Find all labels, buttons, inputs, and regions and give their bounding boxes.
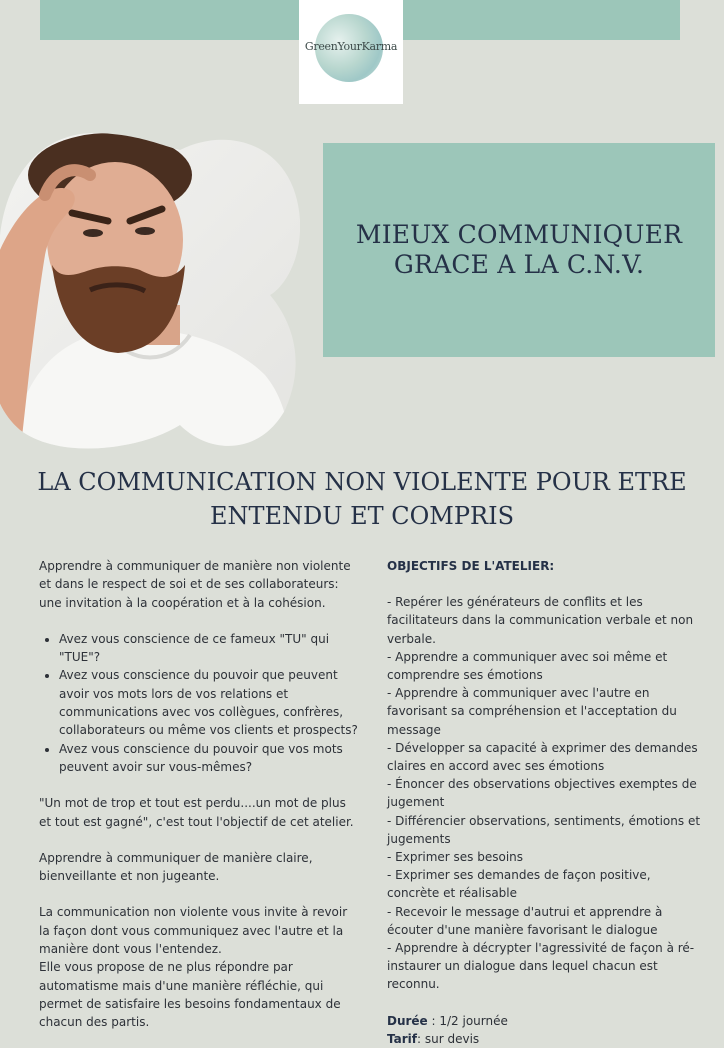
price-line [387, 1030, 703, 1048]
objective-item: - Apprendre a communiquer avec soi même et comprendre ses émotions [387, 649, 668, 683]
subtitle-line-2: ENTENDU ET COMPRIS [209, 502, 515, 530]
logo-text: GreenYourKarma [304, 40, 398, 53]
left-column [39, 557, 359, 1032]
objective-item: - Exprimer ses besoins [387, 850, 524, 865]
objective-item: - Différencier observations, sentiments, émotions et jugements [387, 813, 701, 846]
price-label: Tarif [387, 1031, 417, 1046]
clarity-paragraph: Apprendre à communiquer de manière claire, bienveillante et non jugeante. [39, 850, 313, 884]
subtitle [30, 465, 694, 533]
question-list [39, 630, 359, 776]
page-title [356, 220, 682, 280]
title-box [323, 143, 715, 357]
title-line-1: MIEUX COMMUNIQUER [355, 220, 683, 249]
duration-line [387, 1012, 703, 1030]
objective-item: - Repérer les générateurs de conflits et les facilitateurs dans la communication verbale et non verbale. [387, 595, 694, 646]
right-column [387, 557, 703, 1048]
objective-item: - Énoncer des observations objectives exemptes de jugement [387, 777, 697, 810]
cnv-paragraph: La communication non violente vous invite à revoir la façon dont vous communiquez avec l'autre et la manière dont vous l'entendez. [39, 905, 348, 957]
quote-paragraph: "Un mot de trop et tout est perdu....un mot de plus et tout est gagné", c'est tout l'objectif de cet atelier. [39, 796, 354, 829]
title-line-2: GRACE A LA C.N.V. [393, 250, 645, 279]
objective-item: - Apprendre à communiquer avec l'autre en favorisant sa compréhension et l'acceptation du message [387, 686, 677, 737]
automatism-paragraph: Elle vous propose de ne plus répondre par automatisme mais d'une manière réfléchie, qui permet de satisfaire les besoins fondamentaux de chacun des partis. [39, 960, 341, 1030]
hero-photo [0, 125, 300, 455]
price-value: : sur devis [417, 1031, 480, 1046]
objective-item: - Développer sa capacité à exprimer des demandes claires en accord avec ses émotions [387, 740, 698, 774]
list-item: • Avez vous conscience du pouvoir que vos mots peuvent avoir sur vous-mêmes? [59, 740, 359, 777]
intro-paragraph: Apprendre à communiquer de manière non violente et dans le respect de soi et de ses collaborateurs: une invitation à la coopération et à la cohésion. [39, 559, 351, 610]
objective-item: - Recevoir le message d'autrui et apprendre à écouter d'une manière favorisant le dialogue [387, 904, 663, 937]
objective-item: - Apprendre à décrypter l'agressivité de façon à ré-instaurer un dialogue dans lequel chacun est reconnu. [387, 941, 695, 992]
objective-item: - Exprimer ses demandes de façon positive, concrète et réalisable [387, 868, 651, 901]
list-item: • Avez vous conscience de ce fameux "TU" qui "TUE"? [59, 630, 359, 667]
list-item: • Avez vous conscience du pouvoir que peuvent avoir vos mots lors de vos relations et communications avec vos collègues, confrères, collaborateurs ou même vos clients et prospects? [59, 666, 359, 739]
duration-label: Durée [387, 1013, 428, 1028]
objectives-heading: OBJECTIFS DE L'ATELIER: [387, 559, 555, 573]
duration-value: : 1/2 journée [427, 1013, 508, 1028]
subtitle-line-1: LA COMMUNICATION NON VIOLENTE POUR ETRE [37, 468, 687, 496]
logo [299, 0, 403, 104]
